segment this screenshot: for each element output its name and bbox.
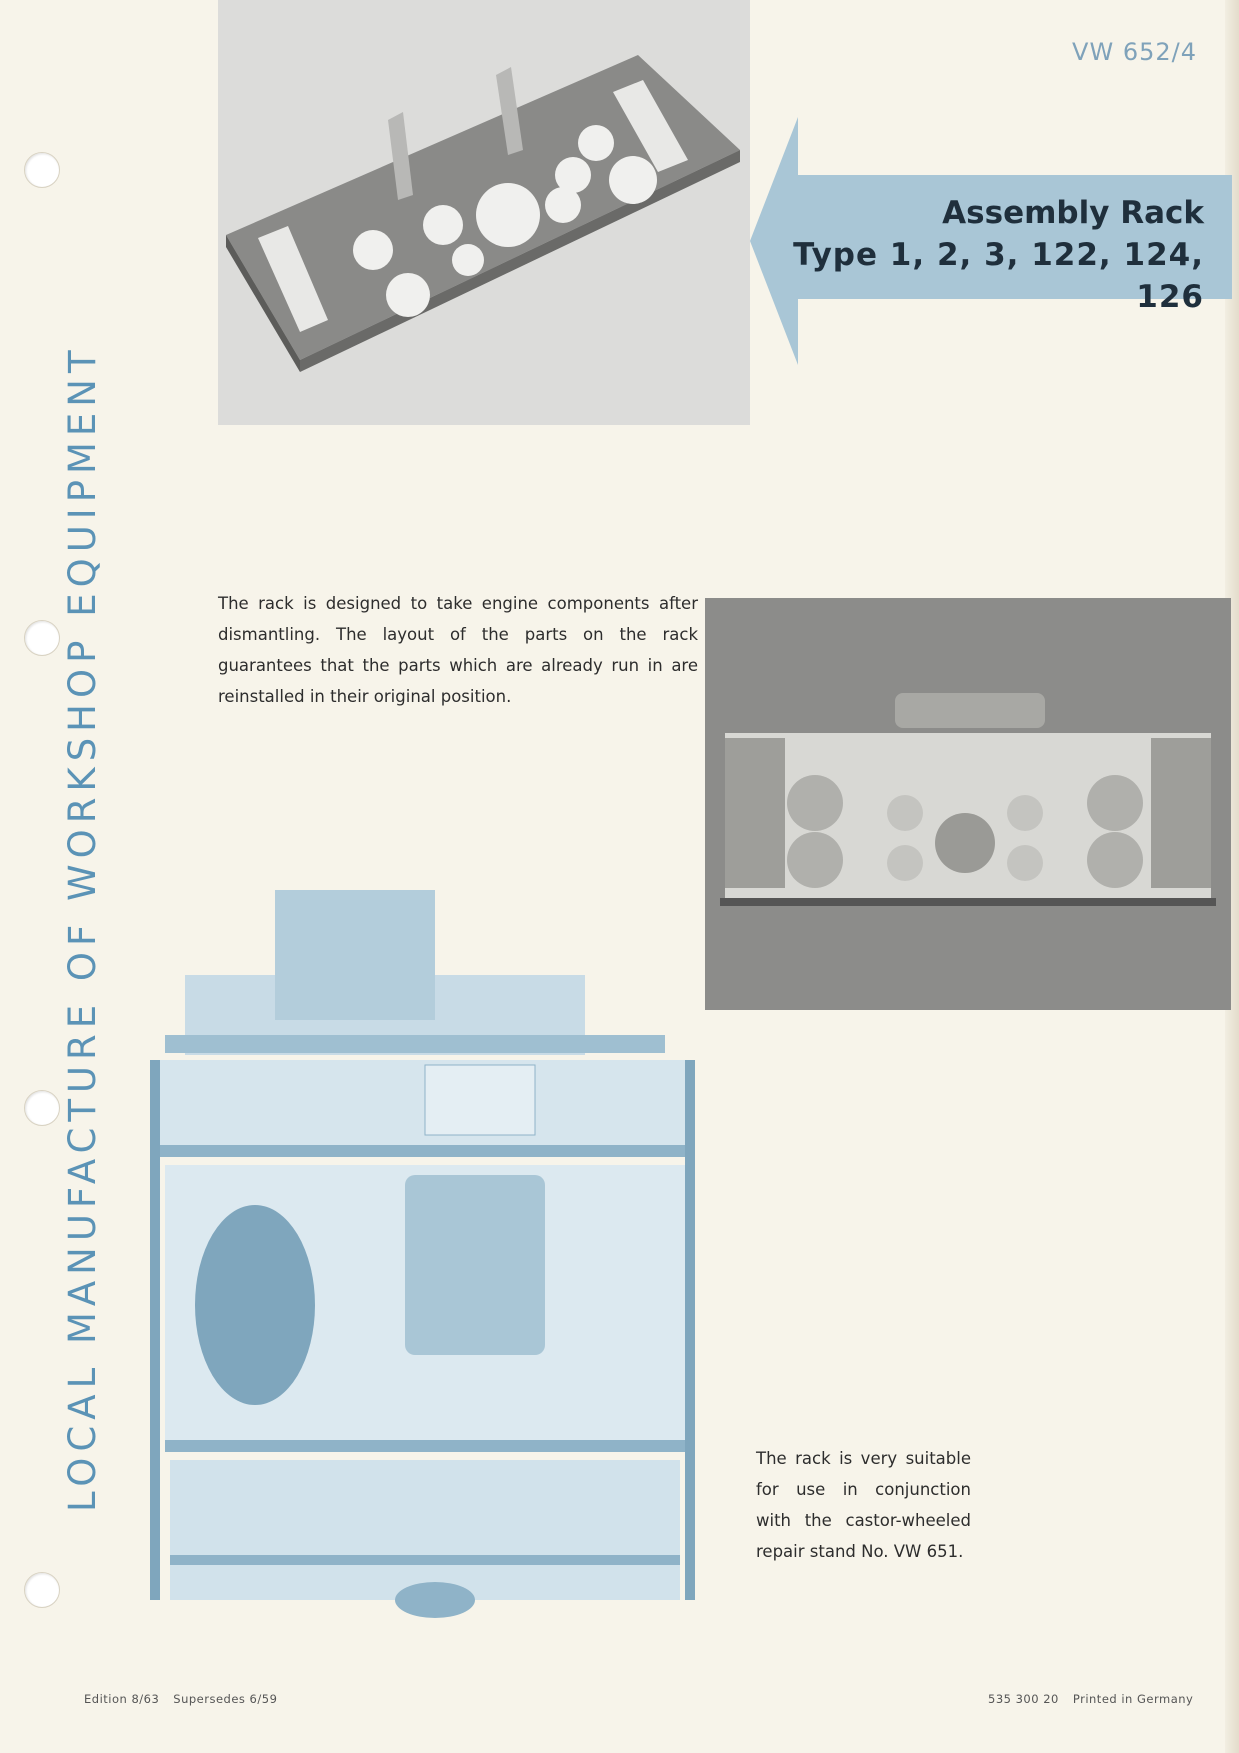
punch-hole <box>24 1572 60 1608</box>
rack-photo <box>218 0 750 425</box>
document-number: VW 652/4 <box>1072 38 1197 66</box>
supersedes-label: Supersedes 6/59 <box>173 1692 278 1706</box>
printed-in-label: Printed in Germany <box>1072 1692 1194 1706</box>
banner-title-line2: Type 1, 2, 3, 122, 124, 126 <box>793 237 1204 315</box>
banner-title <box>790 192 1204 318</box>
punch-hole <box>24 152 60 188</box>
banner-title-line1: Assembly Rack <box>942 195 1204 231</box>
part-number: 535 300 20 <box>988 1692 1059 1706</box>
edition-label: Edition 8/63 <box>84 1692 160 1706</box>
footer-printing <box>988 1692 1193 1706</box>
punch-hole <box>24 620 60 656</box>
rack-description: The rack is designed to take engine components after dismantling. The layout of the parts on the rack guarantees that the parts which are already run in are reinstalled in their original position. <box>218 594 698 706</box>
side-title: LOCAL MANUFACTURE OF WORKSHOP EQUIPMENT <box>61 344 104 1512</box>
castor-stand-description: The rack is very suitable for use in conjunction with the castor-wheeled repair stand No. VW 651. <box>756 1449 971 1561</box>
trolley-photo <box>145 885 715 1625</box>
loaded-rack-photo <box>705 598 1231 1010</box>
punch-hole <box>24 1090 60 1126</box>
footer-edition <box>84 1692 277 1706</box>
